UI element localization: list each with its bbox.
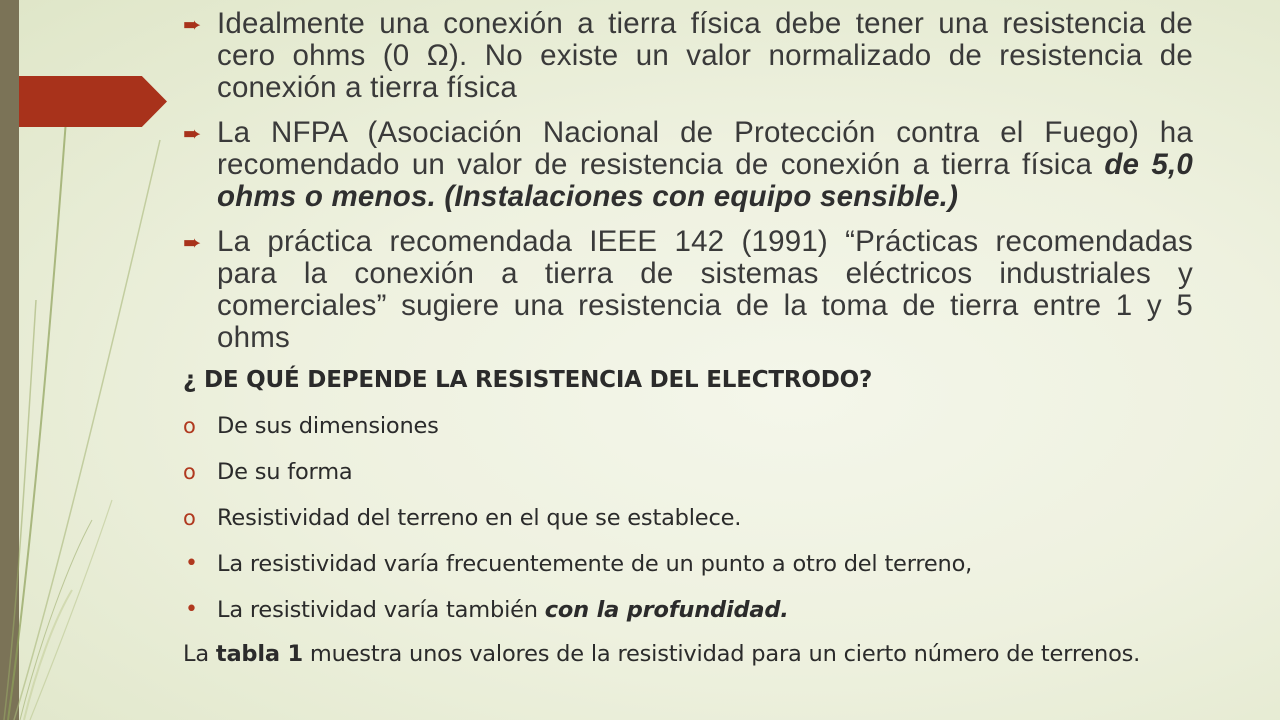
note-item-depth-variation [183,587,1193,633]
circle-bullet-icon: o [183,414,196,438]
bullet-text: La NFPA (Asociación Nacional de Protección contra el Fuego) ha recomendado un valor de resistencia de conexión a tierra física [217,116,1193,181]
slide-content [183,8,1193,669]
red-arrow-shape [19,76,167,127]
right-arrow-icon: ➨ [183,230,202,255]
right-arrow-icon: ➨ [183,121,202,146]
circle-bullet-icon: o [183,460,196,484]
bullet-ieee-142 [183,226,1193,354]
note-text: La resistividad varía frecuentemente de un punto a otro del terreno, [217,551,973,577]
note-text: La resistividad varía también [217,597,545,623]
right-arrow-icon: ➨ [183,12,202,37]
bullet-emphasis: de 5,0 ohms o menos. (Instalaciones con equipo sensible.) [217,148,1193,213]
table-reference-paragraph [183,639,1193,669]
factor-item-dimensions [183,403,1193,449]
bullet-text: La práctica recomendada IEEE 142 (1991) “Prácticas recomendadas para la conexión a tierra de sistemas eléctricos industriales y comerciales” sugiere una resistencia de la toma de tierra entre 1 y 5 ohms [217,225,1193,354]
circle-bullet-icon: o [183,506,196,530]
table-note-suffix: muestra unos valores de la resistividad para un cierto número de terrenos. [302,641,1141,667]
note-emphasis: con la profundidad. [544,597,789,623]
dot-bullet-icon: • [185,597,198,622]
factor-item-shape [183,449,1193,495]
dot-bullet-icon: • [185,551,198,576]
factor-text: Resistividad del terreno en el que se establece. [217,505,742,531]
question-heading: ¿ DE QUÉ DEPENDE LA RESISTENCIA DEL ELECTRODO? [183,367,873,393]
factor-text: De sus dimensiones [217,413,439,439]
bullet-nfpa-recommendation [183,117,1193,213]
table-note-bold: tabla 1 [215,641,303,667]
factor-item-resistivity [183,495,1193,541]
note-item-point-variation [183,541,1193,587]
bullet-text: Idealmente una conexión a tierra física debe tener una resistencia de cero ohms (0 Ω). No existe un valor normalizado de resistencia de conexión a tierra física [217,7,1193,104]
factor-text: De su forma [217,459,353,485]
bullet-ground-resistance-ideal [183,8,1193,104]
table-note-prefix: La [183,641,216,667]
